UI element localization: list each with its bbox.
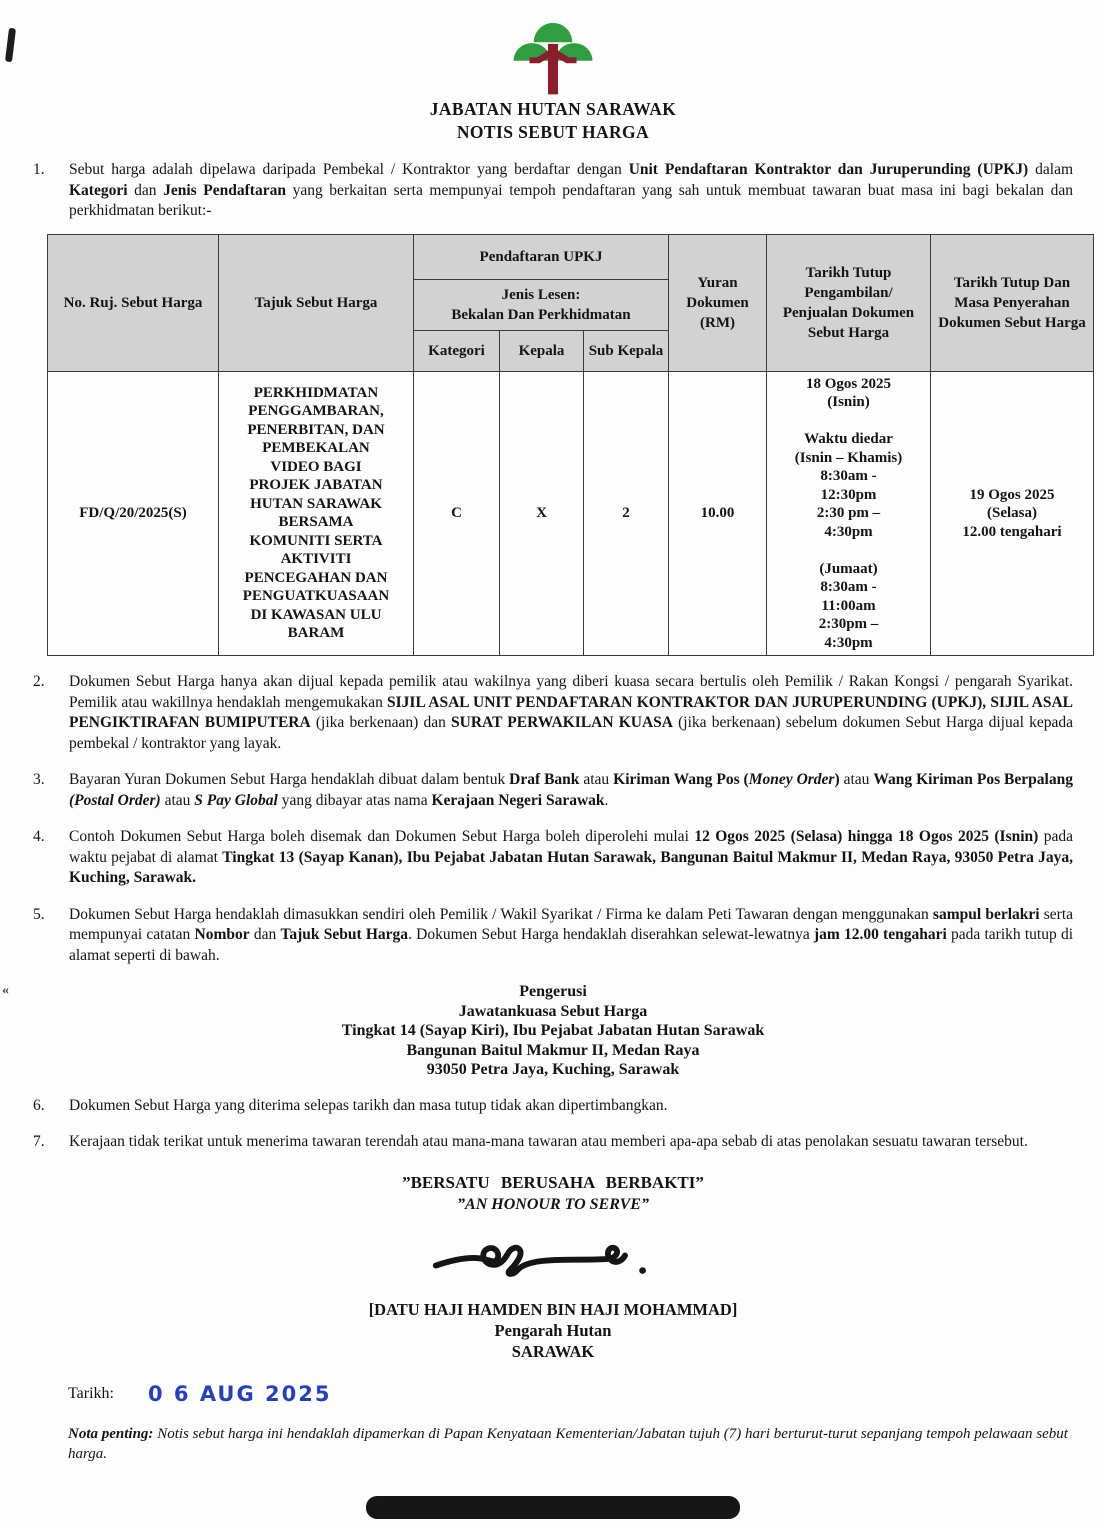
paragraph-2 <box>33 672 1073 754</box>
licence-line-1: Jenis Lesen: <box>501 286 581 303</box>
paragraph-number: 2. <box>33 673 45 690</box>
scan-dark-bar <box>366 1496 740 1519</box>
paragraph-text: Dokumen Sebut Harga hanya akan dijual kepada pemilik atau wakilnya yang diberi kuasa secara bertulis oleh Pemilik / Rakan Kongsi / pengarah Syarikat. Pemilik atau wakillnya hendaklah mengemukakan SIJIL ASAL UNIT PENDAFTARAN KONTRAKTOR DAN JURUPERUNDING (UPKJ), SIJIL ASAL PENGIKTIRAFAN BUMIPUTERA (jika berkenaan) dan SURAT PERWAKILAN KUASA (jika berkenaan) sebelum dokumen Sebut Harga dijual kepada pembekal / kontraktor yang layak. <box>69 673 1073 752</box>
signatory-name: [DATU HAJI HAMDEN BIN HAJI MOHAMMAD] <box>368 1299 738 1319</box>
header-title: Tajuk Sebut Harga <box>219 234 414 371</box>
signatory-title: Pengarah Hutan <box>494 1320 612 1340</box>
paragraph-text: Sebut harga adalah dipelawa daripada Pembekal / Kontraktor yang berdaftar dengan Unit Pendaftaran Kontraktor dan Juruperunding (UPKJ) dalam Kategori dan Jenis Pendaftaran yang berkaitan serta mempunyai tempoh pendaftaran yang sah untuk membuat tawaran buat masa ini bagi bekalan dan perkhidmatan berikut:- <box>69 161 1074 219</box>
paragraph-number: 5. <box>33 905 45 923</box>
paragraph-1 <box>33 160 1073 222</box>
motto-english: ”AN HONOUR TO SERVE” <box>457 1195 649 1213</box>
signature-area <box>0 1222 1106 1299</box>
important-note: Nota penting: Notis sebut harga ini hendaklah dipamerkan di Papan Kenyataan Kementerian/Jabatan tujuh (7) hari berturut-turut sepanjang tempoh pelawaan sebut harga. <box>68 1425 1068 1462</box>
header-close-sale: Tarikh Tutup Pengambilan/ Penjualan Dokumen Sebut Harga <box>767 234 931 371</box>
motto-malay: ”BERSATU BERUSAHA BERBAKTI” <box>402 1172 704 1192</box>
paragraph-text: Dokumen Sebut Harga hendaklah dimasukkan sendiri oleh Pemilik / Wakil Syarikat / Firma ke dalam Peti Tawaran dengan menggunakan sampul berlakri serta mempunyai catatan Nombor dan Tajuk Sebut Harga. Dokumen Sebut Harga hendaklah diserahkan selewat-lewatnya jam 12.00 tengahari pada tarikh tutup di alamat seperti di bawah. <box>69 905 1074 964</box>
header-head: Kepala <box>500 330 584 371</box>
cell-subhead: 2 <box>584 371 669 656</box>
header-licence-group <box>414 279 669 330</box>
header-category: Kategori <box>414 330 500 371</box>
signatory-region: SARAWAK <box>511 1341 595 1361</box>
paragraph-text: Bayaran Yuran Dokumen Sebut Harga hendaklah dibuat dalam bentuk Draf Bank atau Kiriman Wang Pos (Money Order) atau Wang Kiriman Pos Berpalang (Postal Order) atau S Pay Global yang dibayar atas nama Kerajaan Negeri Sarawak. <box>69 771 1073 809</box>
cell-ref-number: FD/Q/20/2025(S) <box>48 371 219 656</box>
document-title: NOTIS SEBUT HARGA <box>456 122 650 142</box>
paragraph-7 <box>33 1132 1073 1153</box>
header-upkj-group: Pendaftaran UPKJ <box>414 234 669 279</box>
cell-tender-title: PERKHIDMATAN PENGGAMBARAN, PENERBITAN, DAN PEMBEKALAN VIDEO BAGI PROJEK JABATAN HUTAN SARAWAK BERSAMA KOMUNITI SERTA AKTIVITI PENCEGAHAN DAN PENGUATKUASAAN DI KAWASAN ULU BARAM <box>219 371 414 656</box>
scan-artifact-left-mark: « <box>2 983 9 998</box>
submission-address-block: Pengerusi Jawatankuasa Sebut Harga Tingkat 14 (Sayap Kiri), Ibu Pejabat Jabatan Hutan Sarawak Bangunan Baitul Makmur II, Medan Raya 93050 Petra Jaya, Kuching, Sarawak <box>341 983 765 1078</box>
handwritten-signature <box>403 1222 703 1294</box>
cell-fee: 10.00 <box>669 371 767 656</box>
header-ref: No. Ruj. Sebut Harga <box>48 234 219 371</box>
tender-row <box>48 371 1094 656</box>
date-line <box>68 1382 1106 1406</box>
cell-close-submit-date: 19 Ogos 2025 (Selasa) 12.00 tengahari <box>931 371 1094 656</box>
paragraph-number: 7. <box>33 1133 45 1150</box>
licence-line-2: Bekalan Dan Perkhidmatan <box>451 306 631 323</box>
paragraph-4 <box>33 827 1073 889</box>
cell-category: C <box>414 371 500 656</box>
paragraph-text: Kerajaan tidak terikat untuk menerima tawaran terendah atau mana-mana tawaran atau memberi apa-apa sebab di atas penolakan sesuatu tawaran tersebut. <box>69 1133 1028 1150</box>
date-stamp: 0 6 AUG 2025 <box>147 1381 332 1406</box>
paragraph-6 <box>33 1096 1073 1117</box>
paragraph-number: 6. <box>33 1096 45 1114</box>
paragraph-5 <box>33 905 1073 967</box>
cell-close-sale-schedule: 18 Ogos 2025 (Isnin) Waktu diedar (Isnin – Khamis) 8:30am - 12:30pm 2:30 pm – 4:30pm (Jumaat) 8:30am - 11:00am 2:30pm – 4:30pm <box>767 371 931 656</box>
paragraph-text: Dokumen Sebut Harga yang diterima selepas tarikh dan masa tutup tidak akan dipertimbangkan. <box>69 1096 668 1114</box>
paragraph-text: Contoh Dokumen Sebut Harga boleh disemak dan Dokumen Sebut Harga boleh diperolehi mulai 12 Ogos 2025 (Selasa) hingga 18 Ogos 2025 (Isnin) pada waktu pejabat di alamat Tingkat 13 (Sayap Kanan), Ibu Pejabat Jabatan Hutan Sarawak, Bangunan Baitul Makmur II, Medan Raya, 93050 Petra Jaya, Kuching, Sarawak. <box>69 828 1074 886</box>
paragraph-number: 3. <box>33 771 45 788</box>
forest-department-tree-logo <box>503 12 603 96</box>
header-subhead: Sub Kepala <box>584 330 669 371</box>
table-header <box>48 234 1094 371</box>
header-close-submit: Tarikh Tutup Dan Masa Penyerahan Dokumen Sebut Harga <box>931 234 1094 371</box>
tender-table <box>47 234 1094 657</box>
cell-head: X <box>500 371 584 656</box>
paragraph-number: 1. <box>33 161 45 178</box>
paragraph-3 <box>33 770 1073 811</box>
date-label: Tarikh: <box>68 1384 114 1402</box>
paragraph-number: 4. <box>33 828 45 845</box>
org-title: JABATAN HUTAN SARAWAK <box>429 99 677 119</box>
header-fee: Yuran Dokumen (RM) <box>669 234 767 371</box>
document-header <box>0 0 1106 144</box>
